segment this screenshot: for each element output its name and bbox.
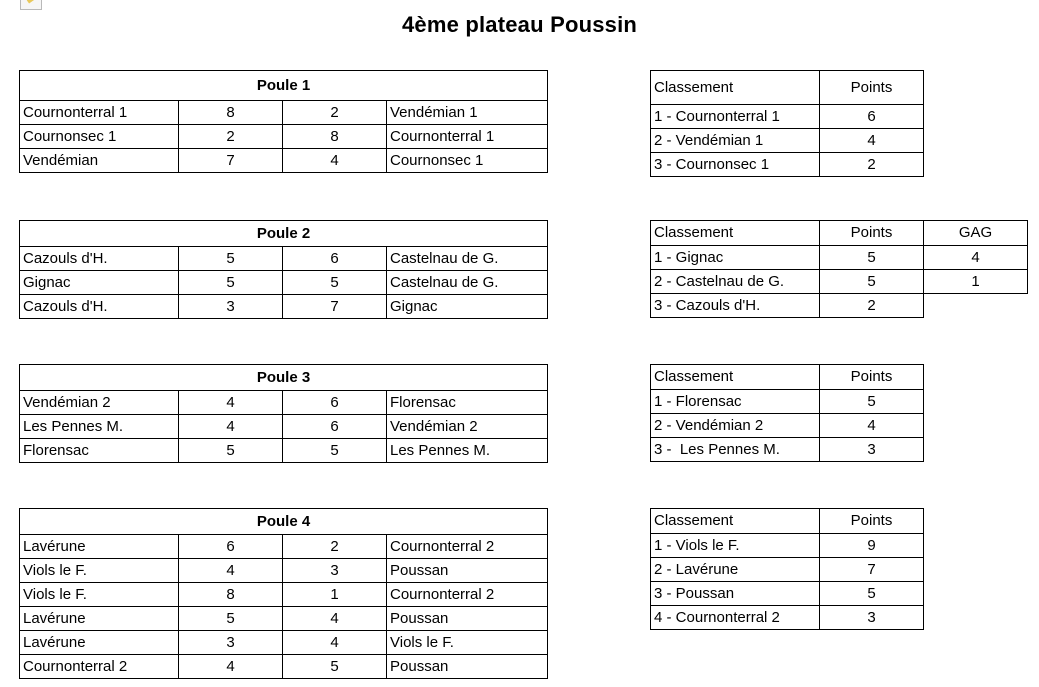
home-team: Vendémian — [20, 149, 179, 173]
points-header: Points — [820, 509, 924, 534]
away-score: 3 — [283, 559, 387, 583]
away-team: Cournonterral 1 — [387, 125, 548, 149]
ranking-team: 2 - Vendémian 2 — [651, 414, 820, 438]
table-row — [651, 129, 924, 153]
table-row — [20, 535, 548, 559]
away-score: 7 — [283, 295, 387, 319]
poule-1-ranking-table — [650, 70, 924, 177]
table-row — [20, 655, 548, 679]
home-team: Cournonsec 1 — [20, 125, 179, 149]
poule-1-results-table — [19, 70, 548, 173]
away-team: Vendémian 1 — [387, 101, 548, 125]
home-score: 3 — [179, 295, 283, 319]
ranking-team: 2 - Lavérune — [651, 558, 820, 582]
ranking-team: 3 - Poussan — [651, 582, 820, 606]
away-team: Poussan — [387, 607, 548, 631]
poule-4-ranking-table — [650, 508, 924, 630]
away-score: 6 — [283, 247, 387, 271]
poule-4-results-table — [19, 508, 548, 679]
home-team: Lavérune — [20, 607, 179, 631]
home-team: Florensac — [20, 439, 179, 463]
poule-title: Poule 4 — [20, 509, 548, 535]
ranking-team: 1 - Viols le F. — [651, 534, 820, 558]
table-row — [20, 391, 548, 415]
away-team: Cournonsec 1 — [387, 149, 548, 173]
home-team: Lavérune — [20, 535, 179, 559]
table-row — [651, 558, 924, 582]
ranking-points: 5 — [820, 270, 924, 294]
home-score: 5 — [179, 271, 283, 295]
poule-title: Poule 1 — [20, 71, 548, 101]
ranking-points: 3 — [820, 606, 924, 630]
away-score: 5 — [283, 271, 387, 295]
home-team: Les Pennes M. — [20, 415, 179, 439]
home-team: Vendémian 2 — [20, 391, 179, 415]
ranking-points: 2 — [820, 153, 924, 177]
points-header: Points — [820, 221, 924, 246]
away-team: Poussan — [387, 559, 548, 583]
ranking-points: 2 — [820, 294, 924, 318]
away-score: 8 — [283, 125, 387, 149]
poule-title: Poule 2 — [20, 221, 548, 247]
away-score: 5 — [283, 439, 387, 463]
table-row — [20, 583, 548, 607]
ranking-points: 5 — [820, 390, 924, 414]
away-team: Castelnau de G. — [387, 271, 548, 295]
ranking-team: 4 - Cournonterral 2 — [651, 606, 820, 630]
away-team: Florensac — [387, 391, 548, 415]
poule-3-ranking-table — [650, 364, 924, 462]
ranking-points: 6 — [820, 105, 924, 129]
home-score: 5 — [179, 247, 283, 271]
points-header: Points — [820, 365, 924, 390]
away-score: 6 — [283, 415, 387, 439]
ranking-points: 5 — [820, 582, 924, 606]
ranking-team: 2 - Castelnau de G. — [651, 270, 820, 294]
ranking-header: Classement — [651, 71, 820, 105]
ranking-header: Classement — [651, 365, 820, 390]
home-score: 4 — [179, 655, 283, 679]
away-score: 4 — [283, 631, 387, 655]
home-team: Cazouls d'H. — [20, 247, 179, 271]
page-title: 4ème plateau Poussin — [401, 12, 638, 37]
points-header: Points — [820, 71, 924, 105]
table-row — [651, 153, 924, 177]
ranking-header: Classement — [651, 221, 820, 246]
away-team: Viols le F. — [387, 631, 548, 655]
ranking-team: 1 - Gignac — [651, 246, 820, 270]
table-row — [651, 534, 924, 558]
ranking-team: 3 - Les Pennes M. — [651, 438, 820, 462]
ranking-points: 5 — [820, 246, 924, 270]
home-score: 6 — [179, 535, 283, 559]
away-score: 2 — [283, 101, 387, 125]
table-row — [20, 101, 548, 125]
home-score: 8 — [179, 583, 283, 607]
table-row — [651, 606, 924, 630]
home-score: 7 — [179, 149, 283, 173]
away-team: Les Pennes M. — [387, 439, 548, 463]
home-team: Lavérune — [20, 631, 179, 655]
ranking-header: Classement — [651, 509, 820, 534]
away-score: 2 — [283, 535, 387, 559]
ranking-points: 3 — [820, 438, 924, 462]
ranking-gag: 1 — [924, 270, 1028, 294]
table-row — [651, 438, 924, 462]
poule-2-ranking-table — [650, 220, 1028, 318]
away-score: 5 — [283, 655, 387, 679]
table-row — [651, 414, 924, 438]
ranking-team: 3 - Cournonsec 1 — [651, 153, 820, 177]
poule-2-results-table — [19, 220, 548, 319]
home-team: Viols le F. — [20, 583, 179, 607]
note-icon — [20, 0, 42, 10]
ranking-points: 4 — [820, 414, 924, 438]
home-score: 3 — [179, 631, 283, 655]
home-score: 2 — [179, 125, 283, 149]
table-row — [20, 607, 548, 631]
away-team: Poussan — [387, 655, 548, 679]
table-row — [651, 582, 924, 606]
away-score: 6 — [283, 391, 387, 415]
away-team: Cournonterral 2 — [387, 535, 548, 559]
table-row — [20, 247, 548, 271]
poule-title: Poule 3 — [20, 365, 548, 391]
home-score: 4 — [179, 415, 283, 439]
away-score: 4 — [283, 607, 387, 631]
table-row — [20, 439, 548, 463]
home-score: 5 — [179, 439, 283, 463]
home-score: 4 — [179, 391, 283, 415]
ranking-points: 4 — [820, 129, 924, 153]
home-team: Cournonterral 2 — [20, 655, 179, 679]
away-team: Castelnau de G. — [387, 247, 548, 271]
table-row — [20, 415, 548, 439]
away-score: 1 — [283, 583, 387, 607]
ranking-gag: 4 — [924, 246, 1028, 270]
gag-header: GAG — [924, 221, 1028, 246]
table-row — [20, 631, 548, 655]
table-row — [651, 246, 1028, 270]
away-team: Cournonterral 2 — [387, 583, 548, 607]
home-team: Viols le F. — [20, 559, 179, 583]
away-score: 4 — [283, 149, 387, 173]
away-team: Gignac — [387, 295, 548, 319]
away-team: Vendémian 2 — [387, 415, 548, 439]
home-score: 5 — [179, 607, 283, 631]
ranking-team: 3 - Cazouls d'H. — [651, 294, 820, 318]
home-team: Cournonterral 1 — [20, 101, 179, 125]
home-team: Gignac — [20, 271, 179, 295]
home-score: 8 — [179, 101, 283, 125]
ranking-points: 9 — [820, 534, 924, 558]
table-row — [20, 559, 548, 583]
table-row — [651, 270, 1028, 294]
table-row — [20, 271, 548, 295]
poule-3-results-table — [19, 364, 548, 463]
table-row — [651, 105, 924, 129]
ranking-team: 1 - Florensac — [651, 390, 820, 414]
ranking-team: 1 - Cournonterral 1 — [651, 105, 820, 129]
table-row — [651, 294, 1028, 318]
ranking-points: 7 — [820, 558, 924, 582]
table-row — [20, 295, 548, 319]
home-team: Cazouls d'H. — [20, 295, 179, 319]
table-row — [20, 125, 548, 149]
empty-cell — [924, 294, 1028, 318]
table-row — [20, 149, 548, 173]
table-row — [651, 390, 924, 414]
ranking-team: 2 - Vendémian 1 — [651, 129, 820, 153]
home-score: 4 — [179, 559, 283, 583]
